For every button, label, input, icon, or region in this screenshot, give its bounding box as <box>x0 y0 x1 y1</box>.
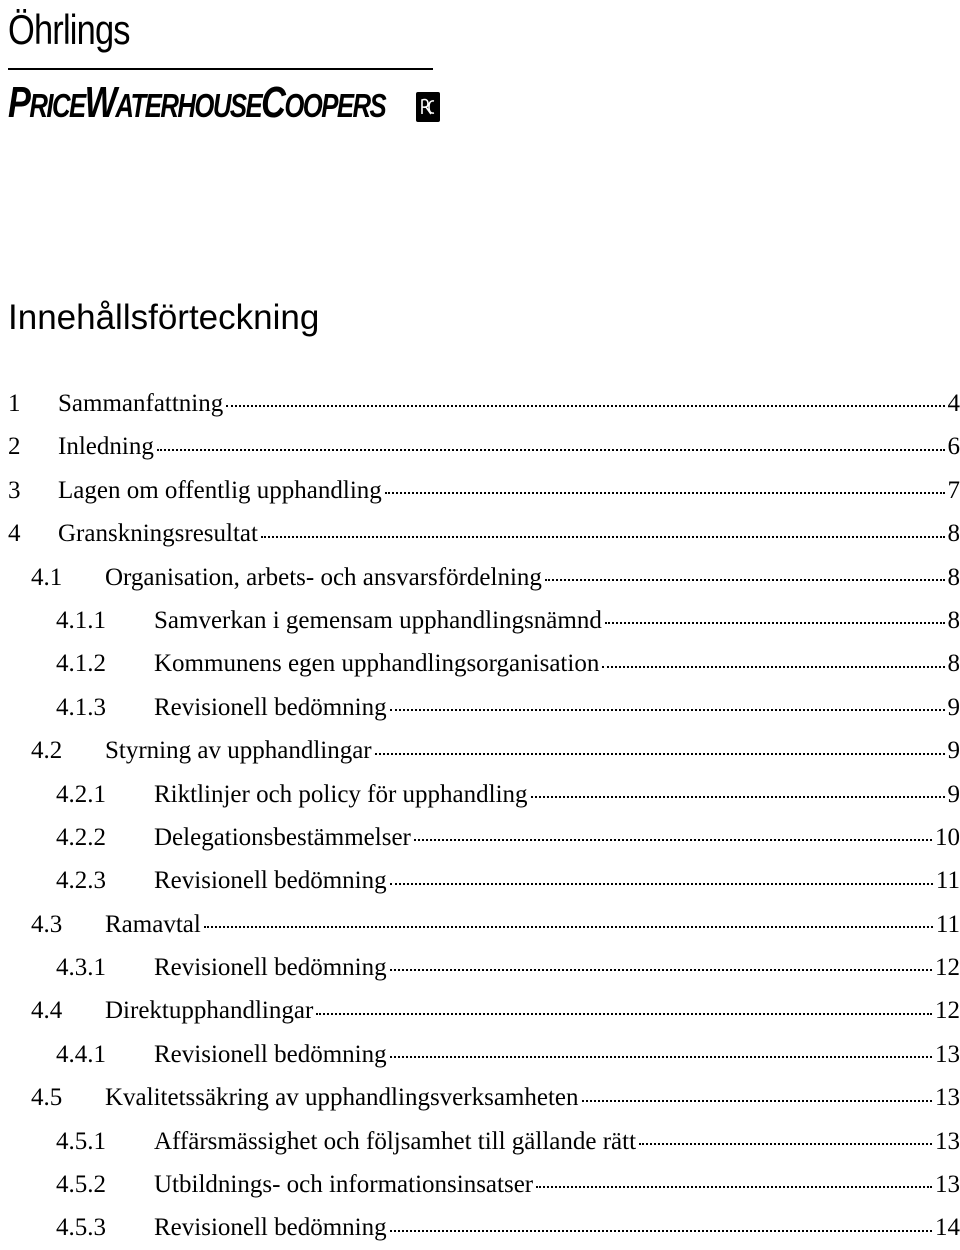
toc-entry-title: Granskningsresultat <box>58 512 258 555</box>
dot-leader <box>605 621 945 624</box>
toc-entry-number: 4.1.1 <box>8 599 154 642</box>
dot-leader <box>316 1012 932 1015</box>
toc-entry-title: Revisionell bedömning <box>154 686 387 729</box>
toc-entry-page: 12 <box>935 989 960 1032</box>
toc-entry-number: 4.4.1 <box>8 1033 154 1076</box>
dot-leader <box>414 838 932 841</box>
toc-entry-number: 4.3 <box>8 903 105 946</box>
toc-entry[interactable] <box>8 1206 960 1249</box>
dot-leader <box>545 578 945 581</box>
toc-entry-title: Delegationsbestämmelser <box>154 816 411 859</box>
toc-entry-page: 13 <box>935 1120 960 1163</box>
dot-leader <box>390 708 945 711</box>
brand-name-bottom <box>8 78 385 128</box>
toc-entry-page: 14 <box>935 1206 960 1249</box>
toc-entry-page: 8 <box>948 512 960 555</box>
toc-entry-page: 6 <box>948 425 960 468</box>
toc-entry[interactable] <box>8 773 960 816</box>
toc-entry-number: 4.1.3 <box>8 686 154 729</box>
toc-entry[interactable] <box>8 903 960 946</box>
toc-entry-title: Kommunens egen upphandlingsorganisation <box>154 642 599 685</box>
brand-letter: RICE <box>29 87 84 124</box>
brand-letter: C <box>261 78 284 127</box>
toc-entry-title: Sammanfattning <box>58 382 223 425</box>
toc-entry-title: Revisionell bedömning <box>154 859 387 902</box>
dot-leader <box>390 882 933 885</box>
dot-leader <box>390 1229 932 1232</box>
toc-entry[interactable] <box>8 512 960 555</box>
company-logo <box>8 6 448 136</box>
toc-entry-title: Affärsmässighet och följsamhet till gällande rätt <box>154 1120 636 1163</box>
toc-entry-number: 4.5.2 <box>8 1163 154 1206</box>
toc-entry[interactable] <box>8 599 960 642</box>
dot-leader <box>390 1055 932 1058</box>
toc-entry[interactable] <box>8 1163 960 1206</box>
toc-entry-page: 13 <box>935 1163 960 1206</box>
toc-entry-page: 8 <box>948 642 960 685</box>
toc-entry[interactable] <box>8 1120 960 1163</box>
toc-entry-page: 13 <box>935 1033 960 1076</box>
toc-entry-number: 4.2 <box>8 729 105 772</box>
dot-leader <box>390 968 932 971</box>
seal-icon <box>416 92 440 122</box>
dot-leader <box>536 1185 932 1188</box>
toc-entry-page: 9 <box>948 686 960 729</box>
toc-entry-page: 12 <box>935 946 960 989</box>
toc-entry[interactable] <box>8 425 960 468</box>
toc-entry-number: 1 <box>8 382 58 425</box>
dot-leader <box>226 404 944 407</box>
brand-name-top: Öhrlings <box>8 6 130 54</box>
toc-entry-title: Organisation, arbets- och ansvarsfördelning <box>105 556 542 599</box>
toc-entry-page: 9 <box>948 729 960 772</box>
toc-entry-number: 4.2.2 <box>8 816 154 859</box>
dot-leader <box>261 535 945 538</box>
toc-entry-title: Revisionell bedömning <box>154 1206 387 1249</box>
toc-entry[interactable] <box>8 556 960 599</box>
toc-entry-title: Direktupphandlingar <box>105 989 313 1032</box>
toc-entry-page: 7 <box>948 469 960 512</box>
dot-leader <box>602 665 944 668</box>
toc-entry-title: Samverkan i gemensam upphandlingsnämnd <box>154 599 602 642</box>
toc-entry-title: Kvalitetssäkring av upphandlingsverksamheten <box>105 1076 579 1119</box>
dot-leader <box>385 491 945 494</box>
brand-divider <box>8 68 433 70</box>
toc-entry[interactable] <box>8 859 960 902</box>
toc-entry-title: Styrning av upphandlingar <box>105 729 372 772</box>
dot-leader <box>531 795 945 798</box>
toc-entry-number: 4.4 <box>8 989 105 1032</box>
toc-entry-number: 4.5 <box>8 1076 105 1119</box>
toc-entry-number: 4.2.1 <box>8 773 154 816</box>
toc-entry-page: 8 <box>948 599 960 642</box>
toc-entry[interactable] <box>8 686 960 729</box>
toc-entry-page: 11 <box>936 903 960 946</box>
toc-entry-title: Inledning <box>58 425 154 468</box>
toc-entry[interactable] <box>8 989 960 1032</box>
toc-entry-page: 4 <box>948 382 960 425</box>
dot-leader <box>582 1099 933 1102</box>
toc-entry-title: Ramavtal <box>105 903 201 946</box>
toc-entry-title: Utbildnings- och informationsinsatser <box>154 1163 533 1206</box>
brand-letter: W <box>85 78 116 127</box>
toc-entry-title: Revisionell bedömning <box>154 946 387 989</box>
dot-leader <box>375 752 945 755</box>
toc-entry-number: 2 <box>8 425 58 468</box>
toc-entry-number: 4.1.2 <box>8 642 154 685</box>
table-of-contents <box>8 382 960 1250</box>
toc-entry[interactable] <box>8 382 960 425</box>
toc-entry-title: Revisionell bedömning <box>154 1033 387 1076</box>
toc-entry[interactable] <box>8 642 960 685</box>
toc-entry[interactable] <box>8 1076 960 1119</box>
toc-entry-title: Riktlinjer och policy för upphandling <box>154 773 528 816</box>
brand-letter: OOPERS <box>284 87 385 124</box>
page-title: Innehållsförteckning <box>8 298 319 338</box>
dot-leader <box>204 925 933 928</box>
toc-entry-page: 9 <box>948 773 960 816</box>
toc-entry-page: 11 <box>936 859 960 902</box>
toc-entry-number: 4 <box>8 512 58 555</box>
toc-entry-number: 3 <box>8 469 58 512</box>
brand-letter: ATERHOUSE <box>115 87 261 124</box>
dot-leader <box>639 1142 932 1145</box>
toc-entry[interactable] <box>8 729 960 772</box>
toc-entry-title: Lagen om offentlig upphandling <box>58 469 382 512</box>
toc-entry-page: 8 <box>948 556 960 599</box>
toc-entry-page: 13 <box>935 1076 960 1119</box>
toc-entry[interactable] <box>8 469 960 512</box>
toc-entry-page: 10 <box>935 816 960 859</box>
toc-entry-number: 4.1 <box>8 556 105 599</box>
toc-entry-number: 4.3.1 <box>8 946 154 989</box>
toc-entry[interactable] <box>8 816 960 859</box>
toc-entry-number: 4.5.1 <box>8 1120 154 1163</box>
toc-entry[interactable] <box>8 946 960 989</box>
toc-entry-number: 4.2.3 <box>8 859 154 902</box>
toc-entry-number: 4.5.3 <box>8 1206 154 1249</box>
brand-letter: P <box>8 78 29 127</box>
toc-entry[interactable] <box>8 1033 960 1076</box>
dot-leader <box>157 448 945 451</box>
